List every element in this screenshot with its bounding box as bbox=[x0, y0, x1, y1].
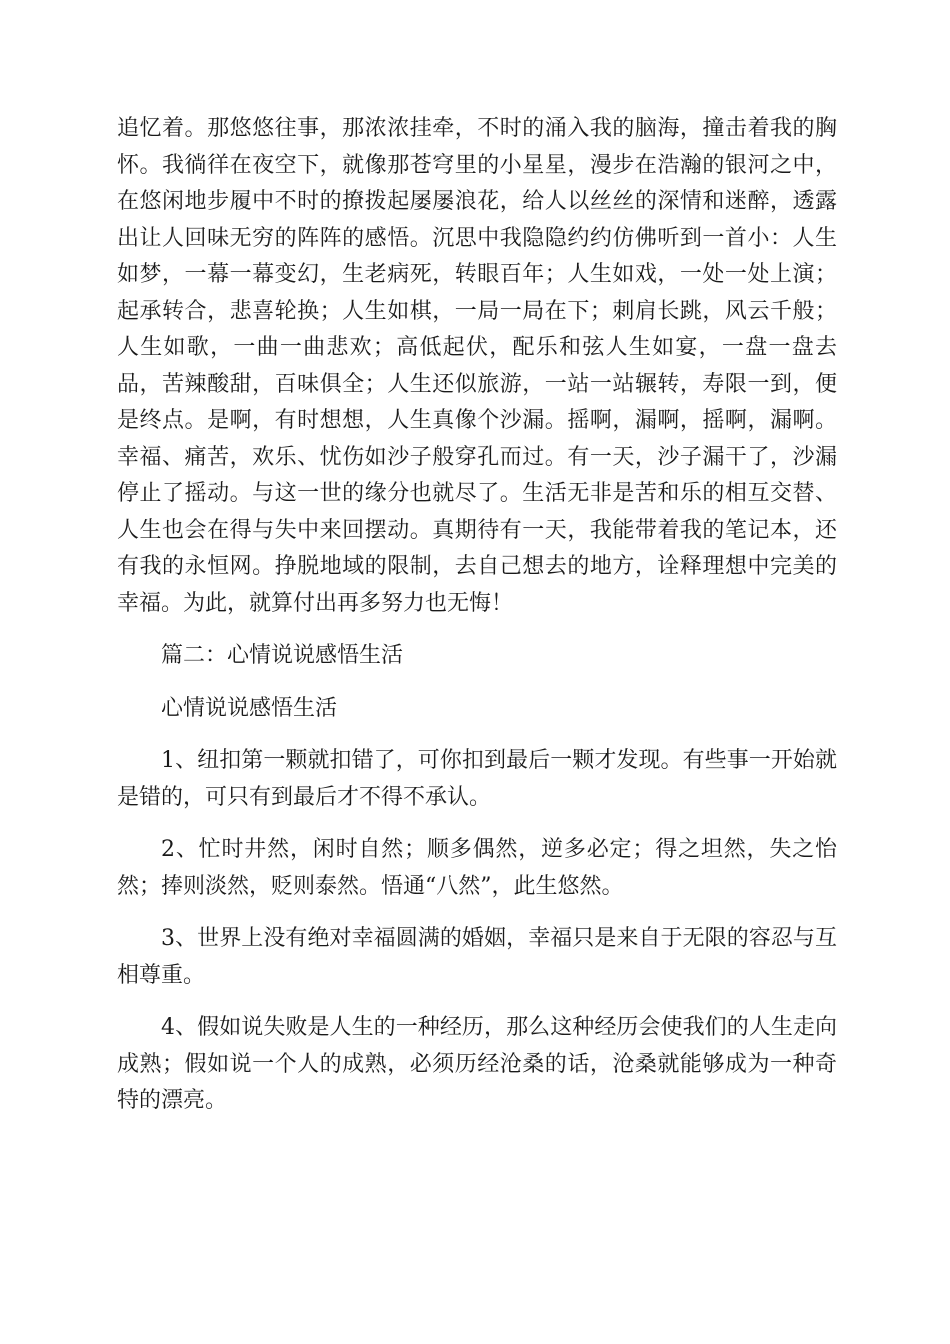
intro-paragraph: 追忆着。那悠悠往事，那浓浓挂牵，不时的涌入我的脑海，撞击着我的胸怀。我徜徉在夜空下，就像那苍穹里的小星星，漫步在浩瀚的银河之中，在悠闲地步履中不时的撩拨起屡屡浪花，给人以丝丝的深情和迷醉，透露出让人回味无穷的阵阵的感悟。沉思中我隐隐约约仿佛听到一首小：人生如梦，一幕一幕变幻，生老病死，转眼百年；人生如戏，一处一处上演；起承转合，悲喜轮换；人生如棋，一局一局在下；刺肩长跳，风云千般；人生如歌，一曲一曲悲欢；高低起伏，配乐和弦人生如宴，一盘一盘去品，苦辣酸甜，百味俱全；人生还似旅游，一站一站辗转，寿限一到，便是终点。是啊，有时想想，人生真像个沙漏。摇啊，漏啊，摇啊，漏啊。幸福、痛苦，欢乐、忧伤如沙子般穿孔而过。有一天，沙子漏干了，沙漏停止了摇动。与这一世的缘分也就尽了。生活无非是苦和乐的相互交替、人生也会在得与失中来回摆动。真期待有一天，我能带着我的笔记本，还有我的永恒网。挣脱地域的限制，去自己想去的地方，诠释理想中完美的幸福。为此，就算付出再多努力也无悔！ bbox=[117, 116, 837, 616]
list-item: 3、世界上没有绝对幸福圆满的婚姻，幸福只是来自于无限的容忍与互相尊重。 bbox=[117, 926, 837, 988]
document-body bbox=[117, 111, 837, 1136]
section-label: 篇二：心情说说感悟生活 bbox=[161, 643, 404, 668]
list-item: 4、假如说失败是人生的一种经历，那么这种经历会使我们的人生走向成熟；假如说一个人的成熟，必须历经沧桑的话，沧桑就能够成为一种奇特的漂亮。 bbox=[117, 1015, 837, 1113]
section-title: 心情说说感悟生活 bbox=[161, 695, 338, 721]
list-item: 1、纽扣第一颗就扣错了，可你扣到最后一颗才发现。有些事一开始就是错的，可只有到最后才不得不承认。 bbox=[117, 748, 837, 810]
list-item: 2、忙时井然，闲时自然；顺多偶然，逆多必定；得之坦然，失之怡然；捧则淡然，贬则泰然。悟通“八然”，此生悠然。 bbox=[117, 837, 837, 899]
